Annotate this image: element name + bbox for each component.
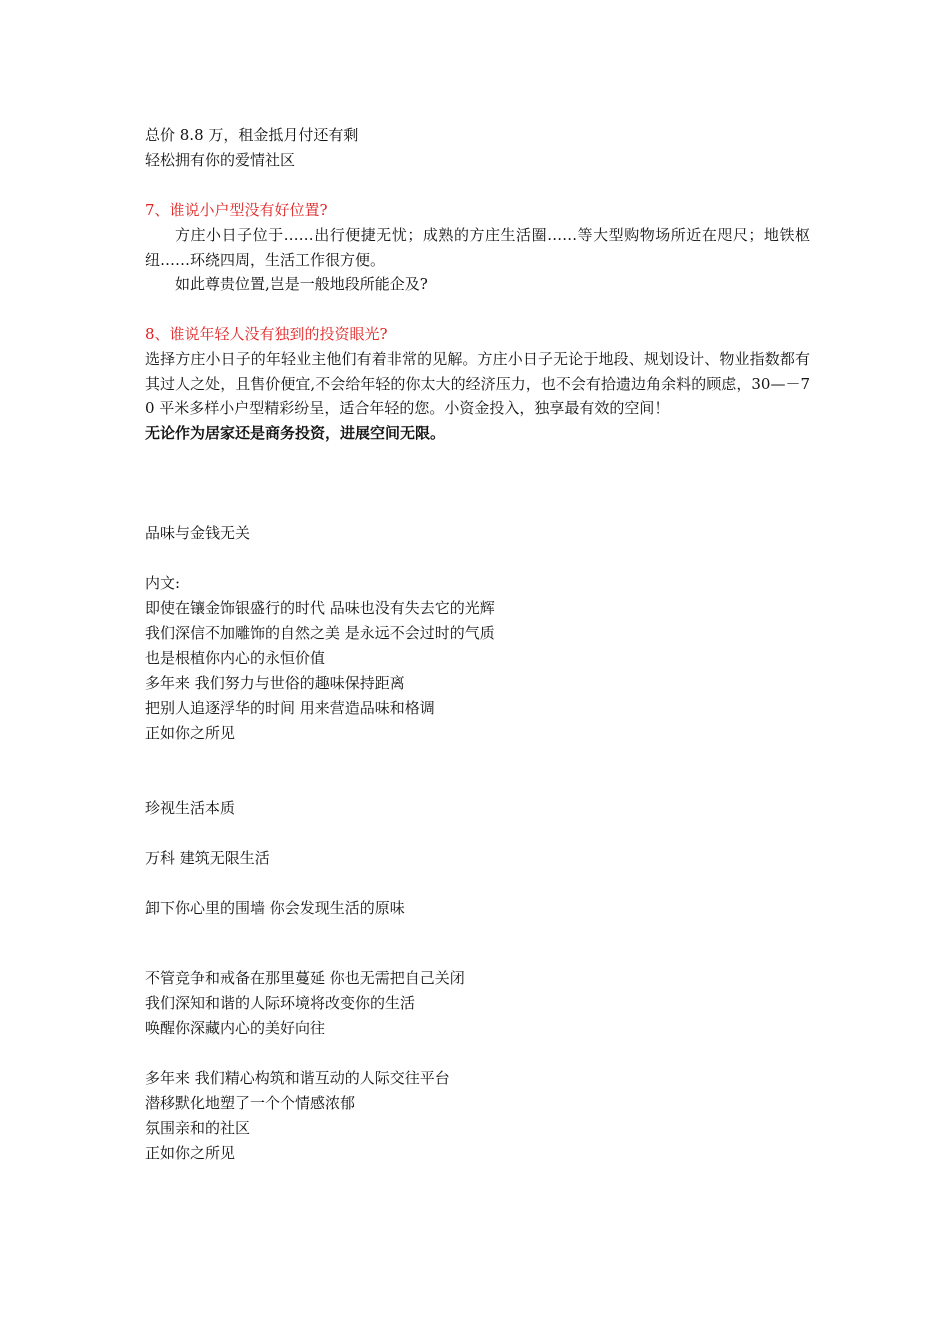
taste-line: 把别人追逐浮华的时间 用来营造品味和格调 (145, 698, 435, 717)
life-line: 卸下你心里的围墙 你会发现生活的原味 (145, 898, 405, 917)
spacer (145, 496, 810, 521)
life-group2-line: 正如你之所见 (145, 1143, 236, 1162)
document-body (145, 123, 810, 1166)
spacer (145, 173, 810, 198)
section-7-closing: 如此尊贵位置,岂是一般地段所能企及? (175, 275, 428, 293)
life-group1-line: 唤醒你深藏内心的美好向往 (145, 1018, 326, 1037)
body-label: 内文: (145, 573, 181, 592)
life-group2-line: 氛围亲和的社区 (145, 1118, 251, 1137)
spacer (145, 821, 810, 846)
life-group2-line: 多年来 我们精心构筑和谐互动的人际交往平台 (145, 1068, 450, 1087)
taste-line: 即使在镶金饰银盛行的时代 品味也没有失去它的光辉 (145, 598, 495, 617)
section-8-paragraph: 选择方庄小日子的年轻业主他们有着非常的见解。方庄小日子无论于地段、规划设计、物业指数都有其过人之处，且售价便宜,不会给年轻的你太大的经济压力，也不会有拾遗边角余料的顾虑，30—－70 平米多样小户型精彩纷呈，适合年轻的您。小资金投入，独享最有效的空间！ (145, 350, 810, 417)
taste-line: 也是根植你内心的永恒价值 (145, 648, 326, 667)
life-title: 珍视生活本质 (145, 798, 236, 817)
taste-title: 品味与金钱无关 (145, 523, 251, 542)
spacer (145, 546, 810, 571)
spacer (145, 921, 810, 966)
life-group2-line: 潜移默化地塑了一个个情感浓郁 (145, 1093, 356, 1112)
brand-line: 万科 建筑无限生活 (145, 848, 270, 867)
taste-line: 多年来 我们努力与世俗的趣味保持距离 (145, 673, 405, 692)
section-8-bold-line: 无论作为居家还是商务投资，进展空间无限。 (145, 423, 446, 442)
taste-line: 我们深信不加雕饰的自然之美 是永远不会过时的气质 (145, 623, 495, 642)
life-group1-line: 我们深知和谐的人际环境将改变你的生活 (145, 993, 416, 1012)
spacer (145, 446, 810, 496)
price-line: 总价 8.8 万，租金抵月付还有剩 (145, 126, 359, 144)
spacer (145, 746, 810, 796)
taste-line: 正如你之所见 (145, 723, 236, 742)
spacer (145, 297, 810, 322)
spacer (145, 1041, 810, 1066)
spacer (145, 871, 810, 896)
section-8-heading: 8、谁说年轻人没有独到的投资眼光? (145, 325, 388, 343)
section-7-paragraph: 方庄小日子位于……出行便捷无忧；成熟的方庄生活圈……等大型购物场所近在咫尺；地铁枢纽……环绕四周，生活工作很方便。 (145, 226, 810, 269)
community-line: 轻松拥有你的爱情社区 (145, 151, 296, 169)
life-group1-line: 不管竞争和戒备在那里蔓延 你也无需把自己关闭 (145, 968, 465, 987)
section-7-heading: 7、谁说小户型没有好位置? (145, 201, 328, 219)
